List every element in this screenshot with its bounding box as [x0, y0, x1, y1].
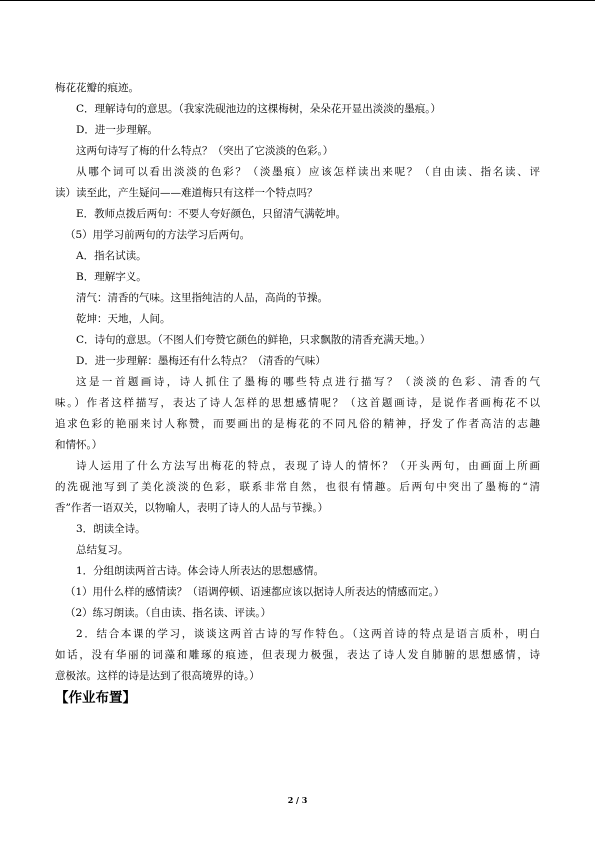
text-line: 味。）作者这样描写，表达了诗人怎样的思想感情呢？（这首题画诗，是说作者画梅花不以 [55, 397, 540, 409]
text-line: 3．朗读全诗。 [76, 523, 146, 535]
text-line: 和情怀。） [55, 439, 103, 451]
text-line: C．诗句的意思。（不图人们夸赞它颜色的鲜艳，只求飘散的清香充满天地。） [76, 334, 431, 346]
text-line: 清气：清香的气味。这里指纯洁的人品，高尚的节操。 [76, 292, 328, 304]
text-line: 这是一首题画诗，诗人抓住了墨梅的哪些特点进行描写？（淡淡的色彩、清香的气 [76, 376, 540, 388]
text-line: 总结复习。 [76, 544, 129, 556]
document-body [55, 78, 540, 710]
text-line: （2）练习朗读。（自由读、指名读、评读。） [65, 607, 272, 619]
text-line: C．理解诗句的意思。（我家洗砚池边的这棵梅树，朵朵花开显出淡淡的墨痕。） [76, 103, 442, 115]
text-line: A．指名试读。 [76, 250, 147, 262]
text-line: 梅花花瓣的痕迹。 [55, 82, 139, 94]
text-line: E．教师点拨后两句：不要人夸好颜色，只留清气满乾坤。 [76, 208, 347, 220]
text-line: 读）读至此，产生疑问——难道梅只有这样一个特点吗？ [55, 187, 318, 199]
paragraph-lines [55, 78, 540, 687]
text-line: 香”作者一语双关，以物喻人，表明了诗人的人品与节操。） [55, 502, 329, 514]
top-rule [0, 0, 595, 1]
text-line: 追求色彩的艳丽来讨人称赞，而要画出的是梅花的不同凡俗的精神，抒发了作者高洁的志趣 [55, 418, 540, 430]
text-line: 乾坤：天地，人间。 [76, 313, 171, 325]
text-line: 意极浓。这样的诗是达到了很高境界的诗。） [55, 670, 260, 682]
page-number: 2 / 3 [287, 795, 308, 805]
text-line: （5）用学习前两句的方法学习后两句。 [65, 229, 251, 241]
text-line: B．理解字义。 [76, 271, 147, 283]
text-line: （1）用什么样的感情读？（语调停顿、语速都应该以据诗人所表达的情感而定。） [65, 586, 445, 598]
text-line: 从哪个词可以看出淡淡的色彩？（淡墨痕）应该怎样读出来呢？（自由读、指名读、评 [76, 166, 540, 178]
text-line: 如话，没有华丽的词藻和雕琢的痕迹，但表现力极强，表达了诗人发自肺腑的思想感情，诗 [55, 649, 540, 661]
text-line: 1．分组朗读两首古诗。体会诗人所表达的思想感情。 [76, 565, 325, 577]
text-line: 的洗砚池写到了美化淡淡的色彩，联系非常自然，也很有情趣。后两句中突出了墨梅的“清 [55, 481, 540, 493]
text-line: 2．结合本课的学习，谈谈这两首古诗的写作特色。（这两首诗的特点是语言质朴，明白 [76, 628, 540, 640]
text-line: 这两句诗写了梅的什么特点？（突出了它淡淡的色彩。） [76, 145, 334, 157]
text-line: D．进一步理解：墨梅还有什么特点？（清香的气味） [76, 355, 326, 367]
text-line: D．进一步理解。 [76, 124, 158, 136]
section-heading: 【作业布置】 [55, 690, 136, 706]
text-line: 诗人运用了什么方法写出梅花的特点，表现了诗人的情怀？（开头两句，由画面上所画 [76, 460, 540, 472]
